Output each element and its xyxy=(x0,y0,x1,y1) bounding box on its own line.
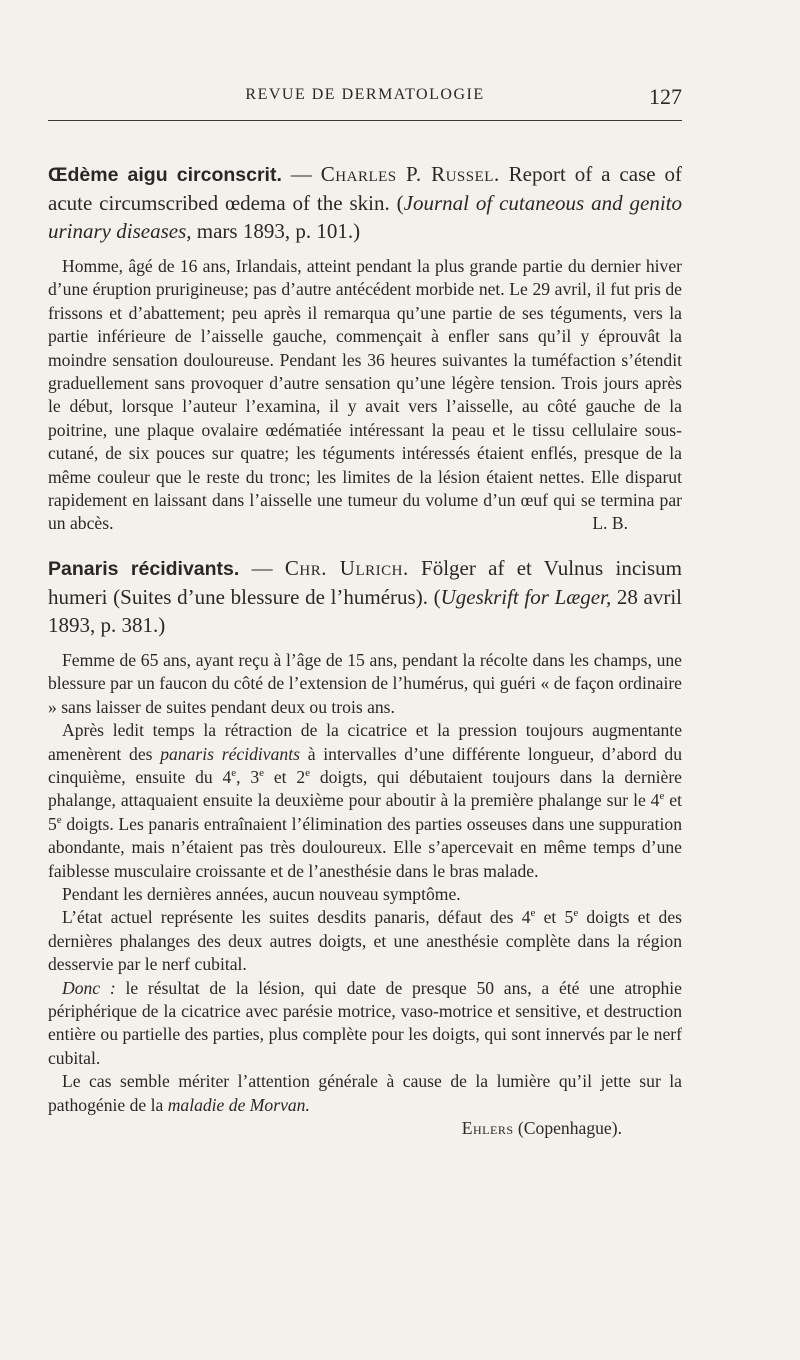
signature-name: Ehlers xyxy=(461,1118,514,1139)
article2-reference: Fölger af et Vulnus incisum humeri (Suites d’une blessure de l’humérus). ( xyxy=(48,555,683,609)
sup-e: e xyxy=(305,767,311,780)
p4-text-a: L’état actuel représente les suites desdits panaris, défaut des 4 xyxy=(62,907,531,928)
p2-text-b: à intervalles d’une différente longueur, d’abord du cinquième, ensuite du 4 xyxy=(48,743,682,787)
article2-paragraph-1: Femme de 65 ans, ayant reçu à l’âge de 15 ans, pendant la récolte dans les champs, une blessure par un faucon du côté de l’extension de l’humérus, qui guéri « de façon ordinaire » sans laisser de suites pendant deux ou trois ans. xyxy=(48,649,682,717)
p4-text-b: et 5 xyxy=(535,907,574,928)
header-rule xyxy=(48,120,682,121)
article2-dash: — xyxy=(239,555,285,580)
p2-italic: panaris récidivants xyxy=(160,743,300,764)
article2-author: Chr. Ulrich. xyxy=(284,555,409,580)
article1-reference: Report of a case of acute circumscribed œdema of the skin. ( xyxy=(48,162,683,215)
article1-journal: Journal of cutaneous and genito urinary diseases, xyxy=(48,191,682,243)
p6-text: Le cas semble mériter l’attention générale à cause de la lumière qu’il jette sur la pathogénie de la xyxy=(48,1071,682,1115)
article2-signature xyxy=(48,1117,682,1140)
page-number: 127 xyxy=(649,84,682,109)
article1-dash: — xyxy=(281,162,321,186)
p5-text: le résultat de la lésion, qui date de presque 50 ans, a été une atrophie périphérique de la cicatrice avec parésie motrice, vaso-motrice et sensitive, et destruction entière ou partielle des parties, plus complète pour les doigts, qui sont innervés par le nerf cubital. xyxy=(48,977,682,1068)
signature-place: (Copenhague). xyxy=(513,1118,622,1139)
p2-text-d: et 2 xyxy=(264,766,306,787)
article2-paragraph-2 xyxy=(48,719,682,883)
article2-journal: Ugeskrift for Læger, xyxy=(440,584,612,609)
p4-text-c: doigts et des dernières phalanges des deux autres doigts, et une anesthésie complète dans la région desservie par le nerf cubital. xyxy=(48,907,683,975)
article2-paragraph-3: Pendant les dernières années, aucun nouveau symptôme. xyxy=(62,883,461,904)
article1-reference-tail: mars 1893, p. 101.) xyxy=(191,219,361,243)
sup-e: e xyxy=(259,767,265,780)
article2-reference-tail: 28 avril 1893, p. 381.) xyxy=(48,584,683,637)
p2-text-c: , 3 xyxy=(236,766,260,787)
article1-title: Œdème aigu circonscrit. xyxy=(48,164,282,186)
p6-italic: maladie de Morvan. xyxy=(167,1094,310,1115)
article2-paragraph-4 xyxy=(48,906,682,976)
article2-paragraph-6 xyxy=(48,1070,682,1117)
sup-e: e xyxy=(659,790,665,803)
sup-e: e xyxy=(231,767,237,780)
running-title: REVUE DE DERMATOLOGIE xyxy=(245,86,485,103)
sup-e: e xyxy=(573,907,579,920)
article2-heading xyxy=(48,554,682,639)
sup-e: e xyxy=(530,907,536,920)
page-content xyxy=(48,160,682,1140)
article2-title: Panaris récidivants. xyxy=(48,557,240,580)
p2-text-e: doigts, qui débutaient toujours dans la dernière phalange, attaquaient ensuite la deuxième pour aboutir à la première phalange sur le 4 xyxy=(48,766,682,811)
page-header xyxy=(48,86,682,110)
article1-heading xyxy=(48,160,682,245)
p2-text-a: Après ledit temps la rétraction de la cicatrice et la pression toujours augmentante amenèrent des xyxy=(48,720,682,764)
article1-body: Homme, âgé de 16 ans, Irlandais, atteint pendant la plus grande partie du dernier hiver d’une éruption prurigineuse; pas d’autre antécédent morbide net. Le 29 avril, il fut pris de frissons et d’abattement; peu après il remarqua qu’une partie de ses téguments, vers la partie inférieure de l’aisselle gauche, commençait à enfler sans qu’il y éprouvât la moindre sensation douloureuse. Pendant les 36 heures suivantes la tuméfaction s’étendit graduellement sans provoquer d’autre sensation qu’une légère tension. Trois jours après le début, lorsque l’auteur l’examina, il y avait vers l’aisselle, au côté gauche de la poitrine, une plaque ovalaire œdématiée intéressant la peau et le tissu cellulaire sous-cutané, de six pouces sur quatre; les téguments intéressés étaient enflés, presque de la même couleur que le reste du tronc; les limites de la lésion étaient nettes. Elle disparut rapidement en laissant dans l’aisselle une tumeur du volume d’un œuf qui se termina par un abcès. xyxy=(48,256,682,534)
article2-paragraph-5 xyxy=(48,977,682,1071)
p5-italic: Donc : xyxy=(62,977,116,998)
sup-e: e xyxy=(56,813,62,826)
article1-signature: L. B. xyxy=(592,513,628,534)
article1-author: Charles P. Russel. xyxy=(320,162,500,186)
p2-text-f: et 5 xyxy=(48,790,682,834)
p2-text-g: doigts. Les panaris entraînaient l’élimination des parties osseuses dans une suppuration abondante, mais n’étaient pas très douloureux. Elle s’apercevait en même temps d’une faiblesse musculaire croissante et de l’anesthésie dans le bras malade. xyxy=(48,813,682,881)
